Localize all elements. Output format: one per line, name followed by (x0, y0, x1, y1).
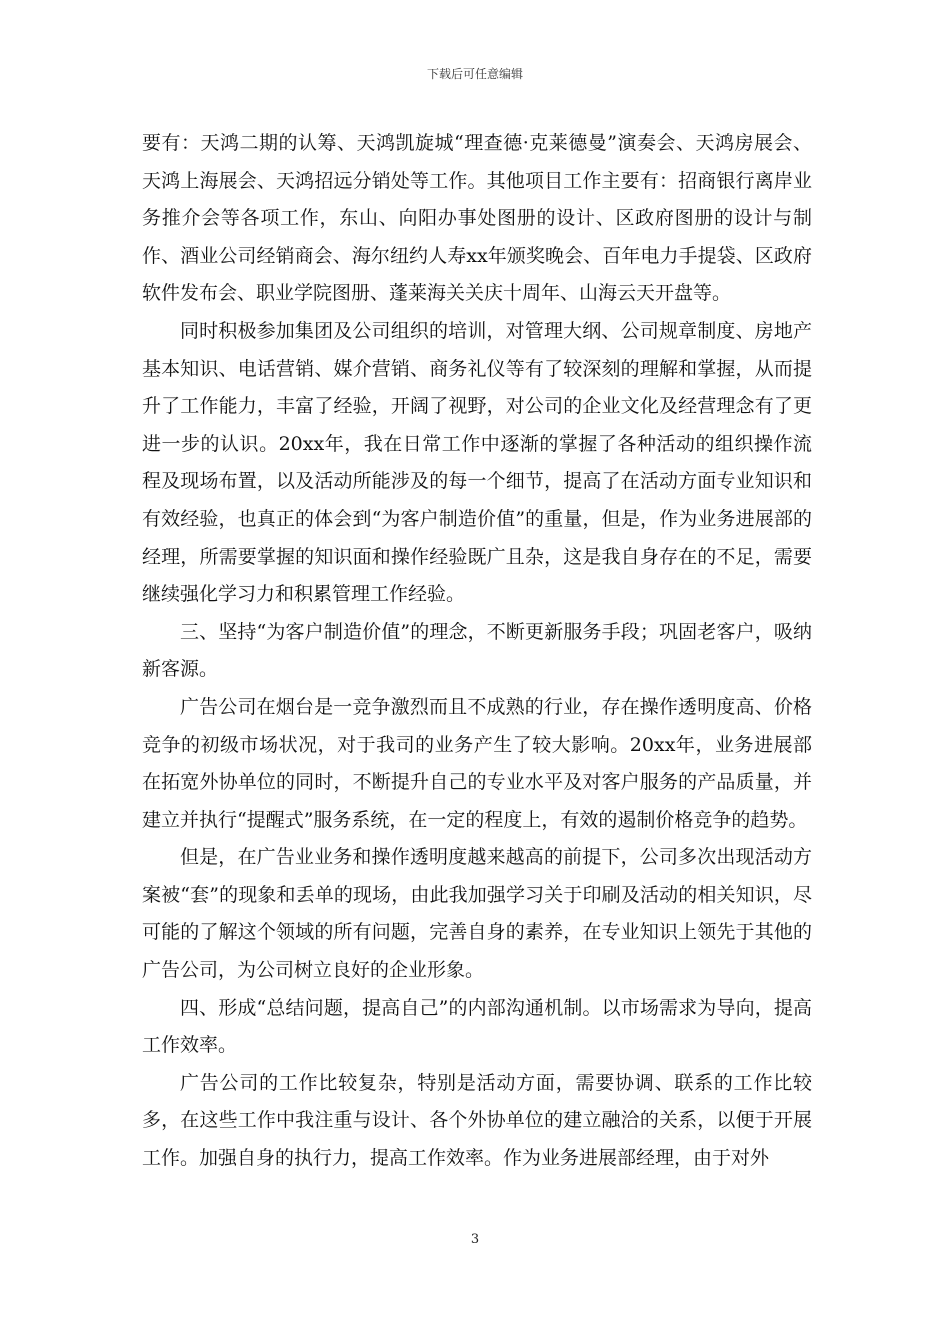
document-body (142, 125, 812, 1178)
page-header: 下载后可任意编辑 (426, 67, 523, 81)
paragraph-continued: 要有：天鸿二期的认筹、天鸿凯旋城“理查德·克莱德曼”演奏会、天鸿房展会、天鸿上海展会、天鸿招远分销处等工作。其他项目工作主要有：招商银行离岸业务推介会等各项工作，东山、向阳办事处图册的设计、区政府图册的设计与制作、酒业公司经销商会、海尔纽约人寿xx年颁奖晚会、百年电力手提袋、区政府软件发布会、职业学院图册、蓬莱海关关庆十周年、山海云天开盘等。 (142, 132, 812, 305)
paragraph-training: 同时积极参加集团及公司组织的培训，对管理大纲、公司规章制度、房地产基本知识、电话营销、媒介营销、商务礼仪等有了较深刻的理解和掌握，从而提升了工作能力，丰富了经验，开阔了视野，对公司的企业文化及经营理念有了更进一步的认识。20xx年，我在日常工作中逐渐的掌握了各种活动的组织操作流程及现场布置，以及活动所能涉及的每一个细节，提高了在活动方面专业知识和有效经验，也真正的体会到“为客户制造价值”的重量，但是，作为业务进展部的经理，所需要掌握的知识面和操作经验既广且杂，这是我自身存在的不足，需要继续强化学习力和积累管理工作经验。 (142, 319, 812, 606)
paragraph-learning: 但是，在广告业业务和操作透明度越来越高的前提下，公司多次出现活动方案被“套”的现象和丢单的现场，由此我加强学习关于印刷及活动的相关知识，尽可能的了解这个领域的所有问题，完善自身的素养，在专业知识上领先于其他的广告公司，为公司树立良好的企业形象。 (142, 846, 812, 982)
paragraph-market: 广告公司在烟台是一竞争激烈而且不成熟的行业，存在操作透明度高、价格竞争的初级市场状况，对于我司的业务产生了较大影响。20xx年，业务进展部在拓宽外协单位的同时，不断提升自己的专业水平及对客户服务的产品质量，并建立并执行“提醒式”服务系统，在一定的程度上，有效的遏制价格竞争的趋势。 (142, 695, 812, 831)
section-heading-4: 四、形成“总结问题，提高自己”的内部沟通机制。以市场需求为导向，提高工作效率。 (142, 996, 812, 1057)
page-number: 3 (470, 1232, 480, 1247)
section-heading-3: 三、坚持“为客户制造价值”的理念，不断更新服务手段；巩固老客户，吸纳新客源。 (142, 620, 812, 681)
paragraph-coordination: 广告公司的工作比较复杂，特别是活动方面，需要协调、联系的工作比较多，在这些工作中我注重与设计、各个外协单位的建立融洽的关系，以便于开展工作。加强自身的执行力，提高工作效率。作为业务进展部经理，由于对外 (142, 1071, 812, 1170)
